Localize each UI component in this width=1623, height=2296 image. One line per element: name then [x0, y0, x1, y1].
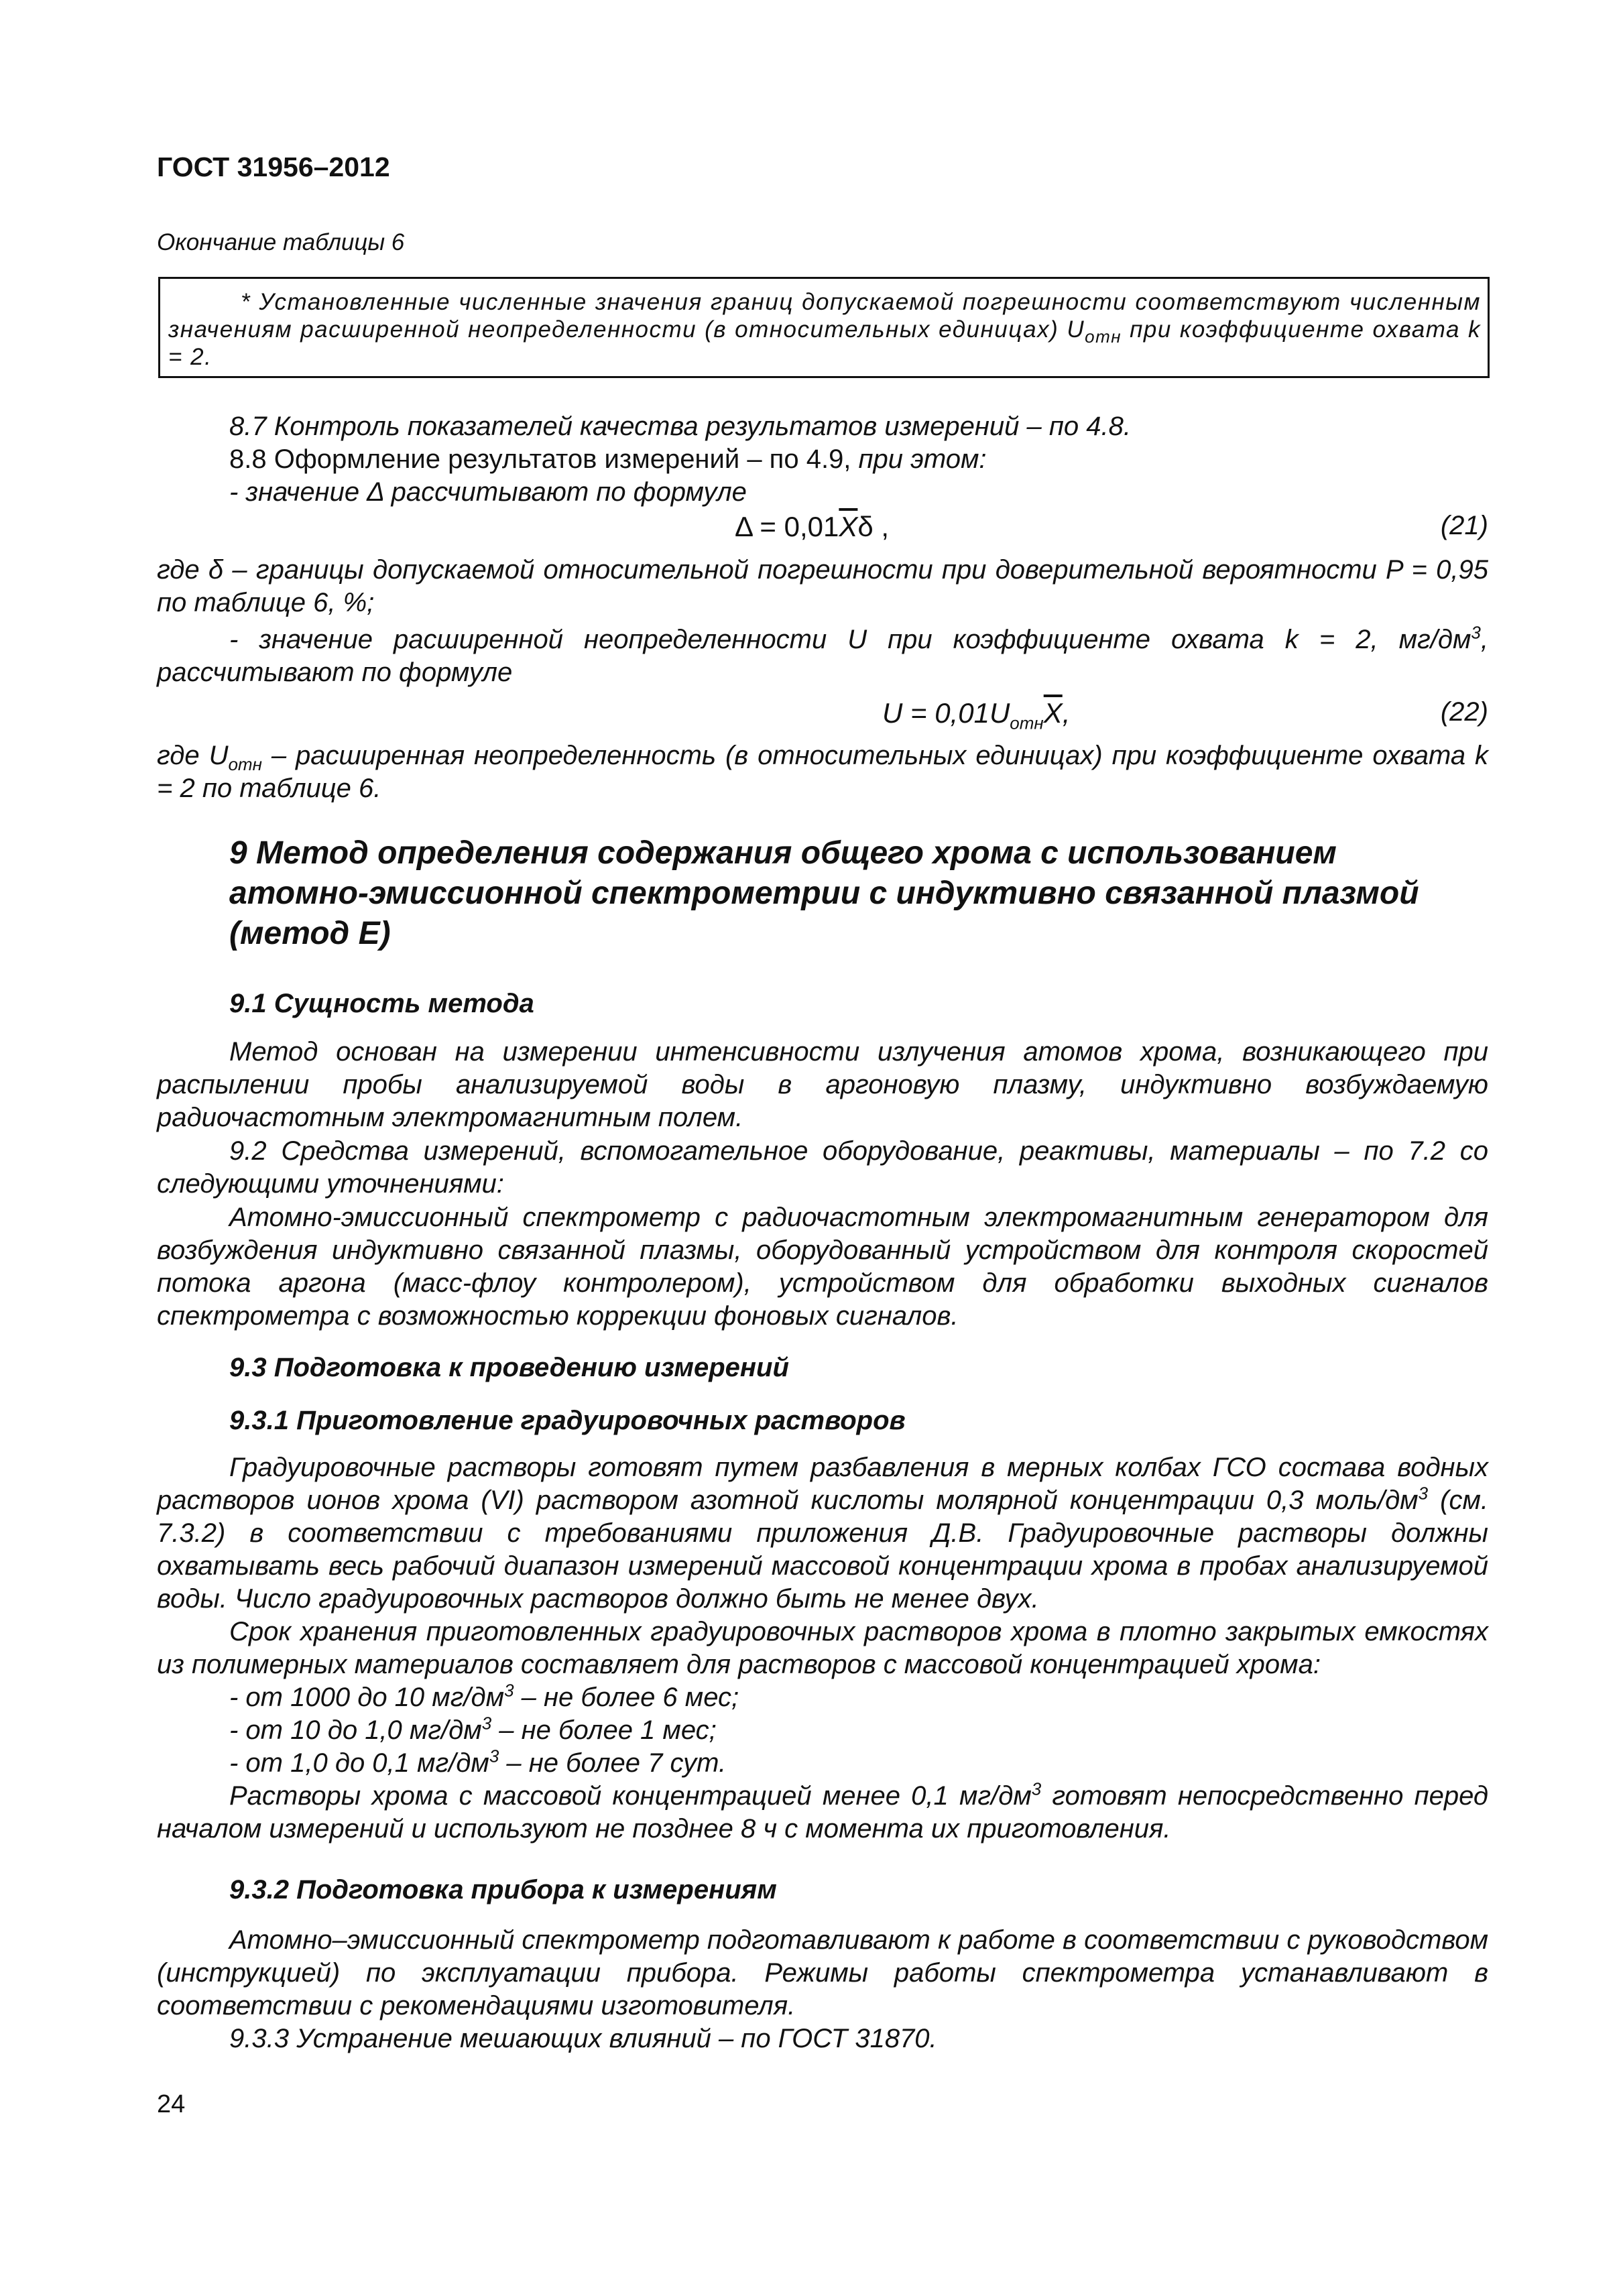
storage-item: - от 1,0 до 0,1 $мг/дм^3$ – не более 7 сут.: [229, 1746, 727, 1778]
table-footnote-box: [158, 277, 1490, 378]
document-header: ГОСТ 31956–2012: [157, 152, 390, 182]
clause-8-8-tail: при этом:: [858, 444, 987, 474]
clause-9-2: 9.2 Средства измерений, вспомогательное оборудование, реактивы, материалы – по 7.2 со следующими уточнениями:: [157, 1136, 1488, 1199]
page-number: 24: [157, 2090, 186, 2118]
subsection-9-3-1-title: 9.3.1 Приготовление градуировочных растворов: [229, 1406, 906, 1435]
clause-8-8-text: 8.8 Оформление результатов измерений – по 4.9,: [229, 444, 859, 474]
clause-9-3-1-paragraph-3: Растворы хрома с массовой концентрацией менее 0,1 $мг/дм^3$ готовят непосредственно перед началом измерений и используют не позднее 8 ч с момента их приготовления.: [157, 1778, 1488, 1844]
formula-22-expression: $U = 0,01U_{отн}\overline{X}$,: [882, 697, 1071, 733]
u-definition: где $U_{отн}$ – расширенная неопределенность (в относительных единицах) при коэффициенте охвата k = 2 по таблице 6.: [157, 741, 1488, 803]
formula-21: [157, 511, 1488, 546]
subsection-9-3-2-title: 9.3.2 Подготовка прибора к измерениям: [229, 1875, 777, 1905]
clause-9-3-1-paragraph-2: Срок хранения приготовленных градуировочных растворов хрома в плотно закрытых емкостях из полимерных материалов составляет для растворов с массовой концентрацией хрома:: [157, 1617, 1488, 1679]
clause-9-3-3: 9.3.3 Устранение мешающих влияний – по ГОСТ 31870.: [229, 2024, 937, 2053]
footnote-text-tail: при коэффициенте охвата k = 2.: [168, 316, 1481, 370]
formula-21-expression: $\Delta = 0,01\overline{X}\delta$ ,: [735, 511, 890, 542]
clause-8-8: [229, 443, 986, 476]
subsection-9-1-title: 9.1 Сущность метода: [229, 989, 534, 1018]
table-caption: Окончание таблицы 6: [157, 229, 405, 255]
delta-intro: - значение Δ рассчитывают по формуле: [229, 477, 747, 507]
section-9-title: 9 Метод определения содержания общего хрома с использованием атомно-эмиссионной спектрометрии с индуктивно связанной плазмой (метод Е): [229, 835, 1419, 951]
storage-item: - от 10 до 1,0 $мг/дм^3$ – не более 1 мес;: [229, 1713, 717, 1745]
subsection-9-1-text: Метод основан на измерении интенсивности излучения атомов хрома, возникающего при распылении пробы анализируемой воды в аргоновую плазму, индуктивно возбуждаемую радиочастотным электромагнитным полем.: [157, 1037, 1488, 1132]
formula-22: [157, 697, 1488, 732]
formula-22-number: (22): [1440, 697, 1488, 727]
clause-8-7: 8.7 Контроль показателей качества результатов измерений – по 4.8.: [229, 412, 1131, 441]
clause-9-2-device: Атомно-эмиссионный спектрометр с радиочастотным электромагнитным генератором для возбуждения индуктивно связанной плазмы, оборудованный устройством для контроля скоростей потока аргона (масс-флоу контролером), устройством для обработки выходных сигналов спектрометра с возможностью коррекции фоновых сигналов.: [157, 1203, 1488, 1331]
storage-item: - от 1000 до 10 $мг/дм^3$ – не более 6 мес;: [229, 1680, 739, 1712]
clause-9-3-2-text: Атомно–эмиссионный спектрометр подготавливают к работе в соответствии с руководством (инструкцией) по эксплуатации прибора. Режимы работы спектрометра устанавливают в соответствии с рекомендациями изготовителя.: [157, 1925, 1488, 2020]
u-intro: - значение расширенной неопределенности U при коэффициенте охвата k = 2, $мг/дм^3$, рассчитывают по формуле: [157, 622, 1488, 687]
delta-definition: где δ – границы допускаемой относительной погрешности при доверительной вероятности P = 0,95 по таблице 6, %;: [157, 555, 1488, 617]
formula-21-number: (21): [1440, 511, 1488, 540]
subsection-9-3-title: 9.3 Подготовка к проведению измерений: [229, 1353, 789, 1382]
footnote-subscript: отн: [1085, 326, 1122, 347]
footnote-text: * Установленные численные значения границ допускаемой погрешности соответствуют численным значениям расширенной неопределенности (в относительных единицах) U: [168, 289, 1481, 343]
clause-9-3-1-paragraph-1: Градуировочные растворы готовят путем разбавления в мерных колбах ГСО состава водных растворов ионов хрома (VI) раствором азотной кислоты молярной концентрации 0,3 моль/$дм^3$ (см. 7.3.2) в соответствии с требованиями приложения Д.В. Градуировочные растворы должны охватывать весь рабочий диапазон измерений массовой концентрации хрома в пробах анализируемой воды. Число градуировочных растворов должно быть не менее двух.: [157, 1453, 1488, 1614]
